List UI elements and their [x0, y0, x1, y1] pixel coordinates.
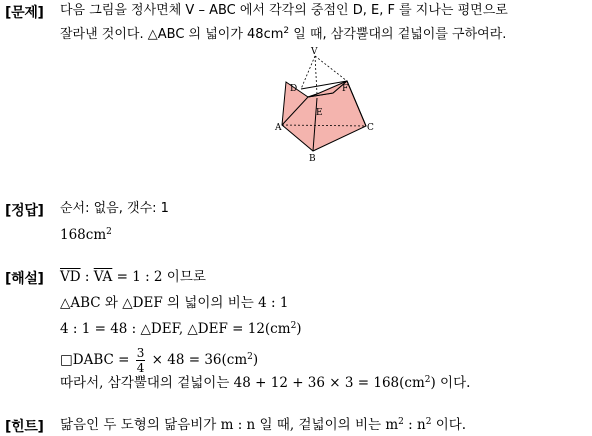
label-a: A	[275, 123, 282, 133]
label-f: F	[342, 84, 349, 94]
answer-value-sup: 2	[106, 227, 112, 237]
problem-line-2-sup: 2	[283, 26, 290, 36]
solution-line-3-a: 4 : 1 = 48 : △DEF, △DEF = 12(cm	[60, 321, 291, 337]
answer-line-2	[60, 225, 112, 245]
hint-text-c: 이다.	[431, 417, 467, 433]
solution-line-4-b: × 48 = 36(cm	[147, 352, 248, 368]
problem-line-2-a: 잘라낸 것이다. △ABC 의 넓이가 48cm	[60, 27, 284, 42]
solution-line-4-a: □DABC =	[60, 352, 134, 368]
label-e: E	[316, 108, 323, 118]
solution-line-1-rest: = 1 : 2 이므로	[112, 269, 206, 285]
edge-v-f-dashed	[315, 56, 347, 81]
hint-text-b: : n	[403, 417, 426, 433]
hint-label: [힌트]	[5, 419, 44, 435]
solution-line-1-sep: :	[80, 269, 94, 285]
answer-label: [정답]	[5, 203, 44, 219]
problem-line-2	[60, 25, 506, 45]
label-c: C	[367, 123, 374, 133]
solution-line-4-sup: 2	[247, 352, 253, 362]
answer-line-1: 순서: 없음, 갯수: 1	[60, 201, 169, 216]
problem-line-2-b: 일 때, 삼각뿔대의 겉넓이를 구하여라.	[289, 27, 507, 42]
solution-line-1	[60, 267, 206, 287]
solution-label: [해설]	[5, 271, 44, 287]
label-d: D	[290, 84, 298, 94]
label-v: V	[311, 47, 318, 57]
segment-va: $\overline{VA}$	[93, 269, 113, 285]
fraction-numerator: 3	[136, 346, 145, 360]
hint-sup-2: 2	[425, 417, 432, 427]
hint-sup-1: 2	[398, 417, 404, 427]
hint-text-a: 닮음인 두 도형의 닮음비가 m : n 일 때, 겉넓이의 비는 m	[60, 417, 399, 433]
solution-line-3	[60, 319, 302, 339]
fraction-denominator: 4	[136, 361, 145, 375]
solution-line-3-b: )	[296, 321, 302, 337]
solution-line-5-sup: 2	[424, 375, 431, 385]
solution-line-2: △ABC 와 △DEF 의 넓이의 비는 4 : 1	[60, 295, 289, 311]
hint-line	[60, 415, 466, 435]
fraction-three-quarters	[136, 346, 146, 375]
solution-line-5-b: ) 이다.	[430, 375, 471, 391]
frustum-figure	[268, 44, 386, 166]
solution-line-4	[60, 346, 258, 375]
edge-v-e-dashed	[315, 56, 317, 94]
problem-label: [문제]	[5, 5, 44, 21]
solution-line-5-a: 따라서, 삼각뿔대의 겉넓이는 48 + 12 + 36 × 3 = 168(cm	[60, 375, 425, 391]
solution-line-4-c: )	[252, 352, 259, 368]
solution-line-5	[60, 373, 470, 393]
answer-value: 168cm	[60, 227, 107, 243]
problem-line-1: 다음 그림을 정사면체 V – ABC 에서 각각의 중점인 D, E, F 를 지나는 평면으로	[60, 3, 508, 18]
solution-line-3-sup: 2	[290, 321, 297, 331]
edge-v-d-dashed	[301, 56, 315, 89]
label-b: B	[309, 154, 316, 164]
segment-vd: $\overline{VD}$	[60, 269, 81, 285]
